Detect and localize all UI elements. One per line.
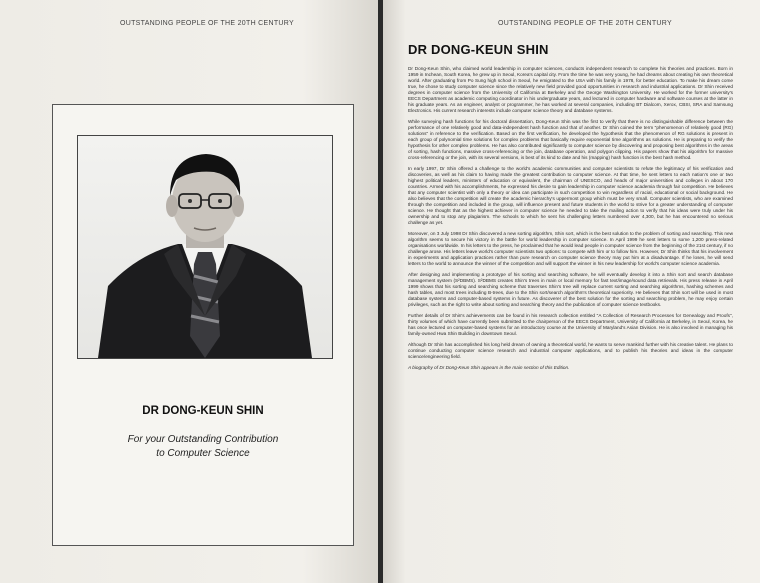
left-page [0,0,378,583]
paragraph: In early 1997, Dr Shin offered a challenge to the world's academic communities and computer scientists to refute the legitimacy of his verification and discoveries, as well as his claim to having made the greatest contribution to computer science. At that time, he sent letters to each nation's one or two highest political leaders, ministers of education or equivalent, the chairman of UNESCO, and heads of major universities and colleges in about 170 countries. Armed with his accomplishments, he expressed his desire to gain leadership in computer science academia through fair competition. He believes that any computer scientist with only a theory or idea can participate in such competition to win regardless of racial, educational or social background. He also believes that the competition will create the academic hierarchy's uppermost group which must be very small. Computer scientists, who are examined through the competition and included in the group, will influence present and future students in the world to strive for a greater understanding of computer science. He thought that as the highest achiever in computer science he needed to take the mailing action to verify that his ideas were truly under his ownership and to stop any plagiarism. The schools to which he sent his challenging letters numbered over 4,300, but he has encountered no serious challenge as yet. [408,166,733,225]
caption-line-2: to Computer Science [156,448,250,459]
portrait-frame [52,104,354,546]
caption-subtitle [53,433,353,461]
running-head-right: OUTSTANDING PEOPLE OF THE 20TH CENTURY [498,20,672,27]
biography-title: DR DONG-KEUN SHIN [408,42,549,57]
right-page [383,0,760,583]
caption-line-1: For your Outstanding Contribution [127,434,279,445]
biography-note: A biography of Dr Dong-Keun Shin appears in the main section of this Edition. [408,365,570,370]
running-head-left: OUTSTANDING PEOPLE OF THE 20TH CENTURY [120,20,294,27]
paragraph: Dr Dong-Keun Shin, who claimed world leadership in computer sciences, conducts independent research to complete his theories and practices. Born in 1959 in Inchean, South Korea, he grew up in Seoul, Korea's capital city. From the time he was very young, he had dreams about creating his own theoretical world. After graduating from Po Sung high school in Seoul, he emigrated to the USA with his family in 1978, for better education. To make his dream come true, he chose to study computer science since the relatively new field provided good opportunities in research and industrial applications. Dr Shin received degrees in computer science from the University of California at Berkeley and the George Washington University. He worked for the former university's EECS Department as academic computing coordinator in his undergraduate years, and lectured in computer hardware and software courses at the latter in his graduate years. As an engineer, analyst or programmer, he has worked at several companies, including BT Dialcom, Xerox, CBSI, SRA and Samsung Electronics. His current research interests include computer science theory and database systems. [408,66,733,113]
paragraph: After designing and implementing a prototype of his sorting and searching software, he will eventually develop it into a Shin sort and search database management system (S²DBMS). S²DBMS creates Shin's trees in main or local memory for fast text/image/sound data retrievals. His press release in April 1999 shows that his sorting and searching scheme that traverses Shin's tree will replace current sorting and searching algorithms, hashing schemes and hash tables, and most trees including B-trees, due to the Shin sort/search algorithm's theoretical superiority. He believes that Shin sort will be used in most database systems and computer-based systems in future. As discoverer of the best solution for the sorting and searching problem, he may enjoy certain privileges, such as the right to write about sorting and searching theory and the publication of computer science textbooks. [408,272,733,307]
paragraph: While surveying hash functions for his doctoral dissertation, Dong-Keun Shin was the first to verify that there is no distinguishable difference between the performance of one relatively good and data-independent hash function and that of another. Dr Shin coined the term "phenomenon of relatively good (RG) solutions" in reference to the verification. Based on the first verification, he developed the hypothesis that the phenomenon of RG solutions is present in each group of polynomial time solutions for complex problems that basically require exponential time algorithms as solutions. He is preparing to verify the hypothesis for other complex problems. He has also contributed significantly to computer science by discovering and proposing best algorithms in the areas of sorting, hash functions, massive cross-referencing or the join, database operation, and polygon clipping. His papers show that his algorithm for massive cross-referencing or the join, with its several versions, is best of its kind to date and his (mapping) hash function is the best hash method. [408,119,733,160]
caption-name: DR DONG-KEUN SHIN [142,405,264,417]
paragraph: Although Dr Shin has accomplished his long held dream of owning a theoretical world, he wants to serve mankind further with his creative talent. He plans to continue conducting computer science research and industrial computer applications, and to publish his theories and ideas in the computer science/engineering field. [408,342,733,359]
portrait-photo [77,135,333,359]
paragraph: Further details of Dr Shin's achievements can be found in his research collection entitled "A Collection of Research Processes for Genealogy and Proofs", thirty volumes of which have currently been submitted to the chairperson of the EECS Department, University of California at Berkeley, in Seoul, Korea, he has once lectured on computer-based systems for an introductory course at the University of Maryland's Asian Division. He is also involved in managing his family-owned Hwa Shin Building in downtown Seoul. [408,313,733,336]
paragraph: Moreover, on 3 July 1998 Dr Shin discovered a new sorting algorithm, Shin sort, which is the best solution to the problem of sorting and searching. This new algorithm seems to secure his victory in the battle for world leadership in computer science. In April 1999 he sent letters to some 1,200 press-related organisations worldwide. In his letters to the press, he proclaimed that he would lead people in computer science from the beginning of the 21st century, if no challenge arose. His letters leave world's computer scientists two options: to compete with him or to follow him. However, Dr Shin thinks that his involvement in experiments and application practices rather than pure research on computer science theory may put him at a disadvantage. If he loses, he will send letters to the world to announce the winner of the competition and will support the winner in his new leadership for world's computer science academia. [408,231,733,266]
biography-body [408,66,733,376]
